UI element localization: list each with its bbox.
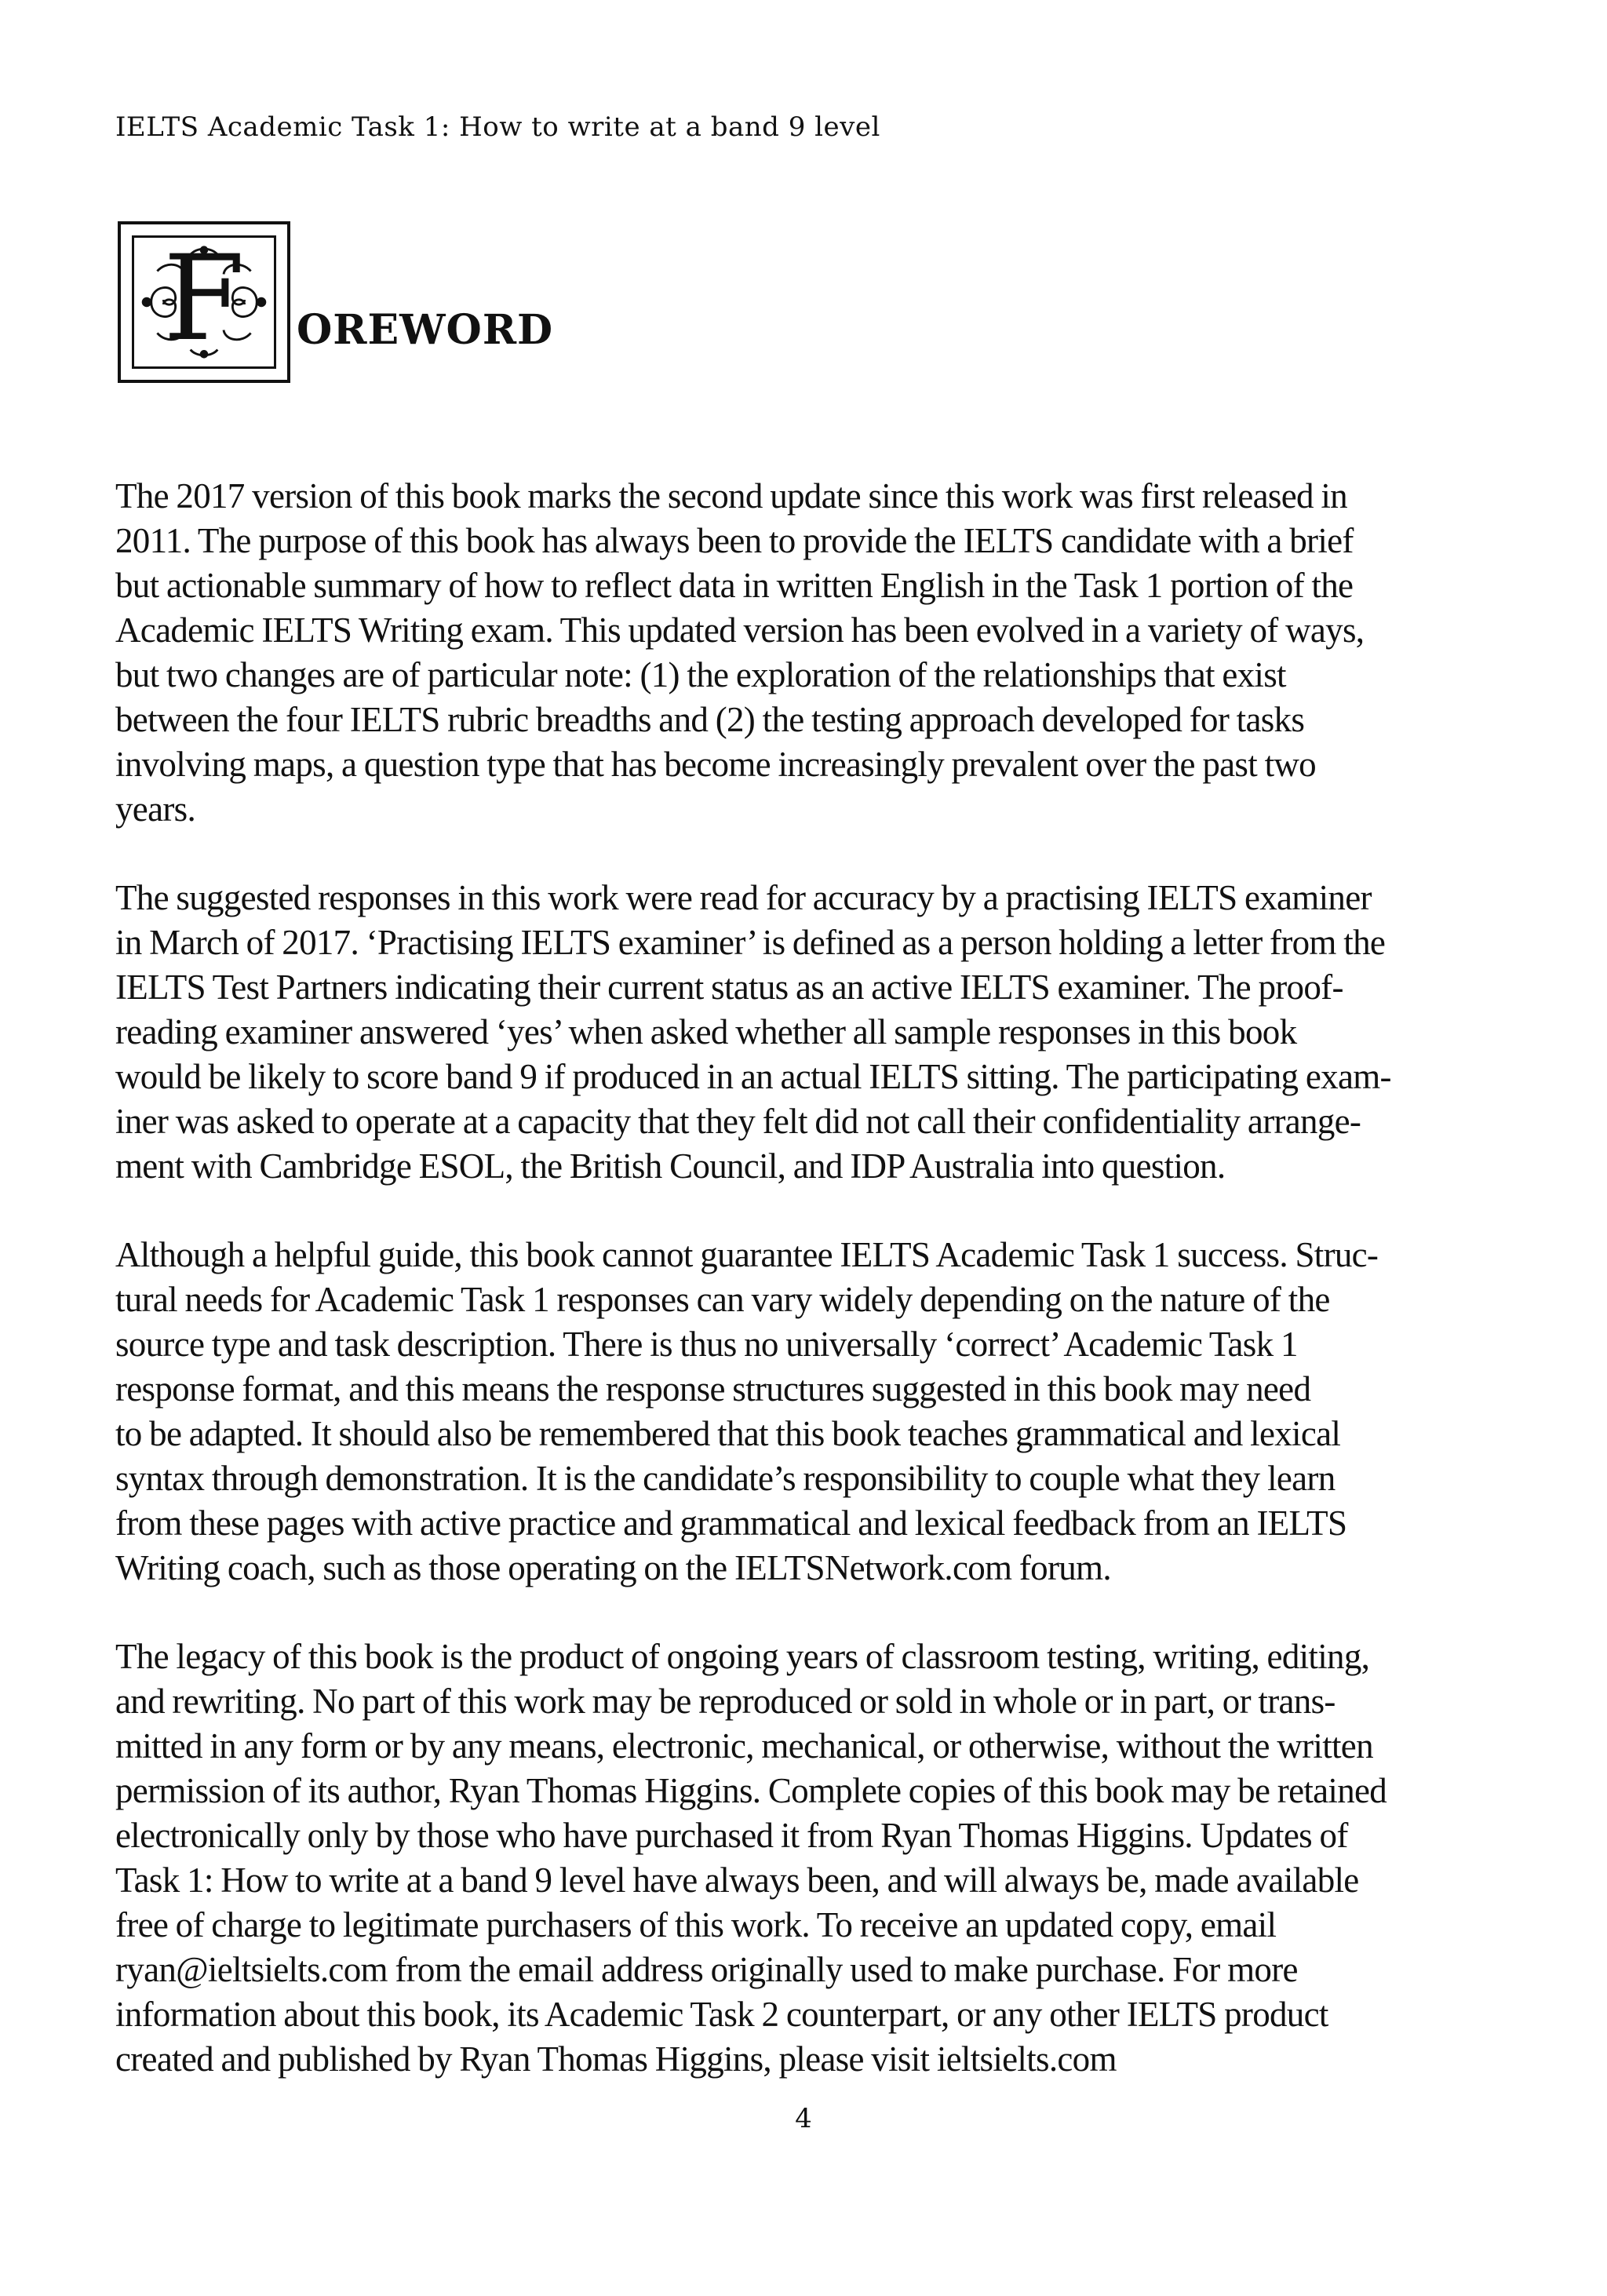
text-line: in March of 2017. ‘Practising IELTS examiner’ is defined as a person holding a letter from the [115, 923, 1386, 962]
text-line: response format, and this means the response structures suggested in this book may need [115, 1369, 1311, 1409]
dropcap-letter: F [162, 231, 246, 367]
text-line: The legacy of this book is the product of ongoing years of classroom testing, writing, editing, [115, 1637, 1370, 1676]
text-line: involving maps, a question type that has become increasingly prevalent over the past two [115, 745, 1316, 784]
text-line: would be likely to score band 9 if produced in an actual IELTS sitting. The participating exam- [115, 1057, 1391, 1096]
paragraph [115, 1233, 1504, 1591]
text-line: information about this book, its Academic Task 2 counterpart, or any other IELTS product [115, 1995, 1328, 2034]
paragraph [115, 474, 1504, 832]
text-line: and rewriting. No part of this work may be reproduced or sold in whole or in part, or trans- [115, 1682, 1336, 1721]
text-line: The suggested responses in this work were read for accuracy by a practising IELTS examiner [115, 878, 1372, 917]
text-line: permission of its author, Ryan Thomas Higgins. Complete copies of this book may be retained [115, 1771, 1387, 1810]
paragraph [115, 1635, 1504, 2082]
text-line: between the four IELTS rubric breadths and (2) the testing approach developed for tasks [115, 700, 1305, 739]
text-line: electronically only by those who have purchased it from Ryan Thomas Higgins. Updates of [115, 1816, 1348, 1855]
text-line: Academic IELTS Writing exam. This updated version has been evolved in a variety of ways, [115, 610, 1365, 650]
page-number: 4 [795, 2103, 812, 2134]
text-line: iner was asked to operate at a capacity that they felt did not call their confidentiality arrange- [115, 1102, 1361, 1141]
text-line: The 2017 version of this book marks the second update since this work was first released in [115, 476, 1347, 516]
text-line: source type and task description. There is thus no universally ‘correct’ Academic Task 1 [115, 1325, 1298, 1364]
body-text [115, 474, 1504, 2126]
text-line: to be adapted. It should also be remembered that this book teaches grammatical and lexical [115, 1414, 1341, 1453]
text-line: free of charge to legitimate purchasers of this work. To receive an updated copy, email [115, 1905, 1277, 1944]
text-line: ryan@ieltsielts.com from the email address originally used to make purchase. For more [115, 1950, 1298, 1989]
text-line: ment with Cambridge ESOL, the British Council, and IDP Australia into question. [115, 1146, 1226, 1186]
text-line: Although a helpful guide, this book cannot guarantee IELTS Academic Task 1 success. Struc- [115, 1235, 1379, 1274]
text-line: from these pages with active practice and grammatical and lexical feedback from an IELTS [115, 1503, 1347, 1543]
text-line: years. [115, 789, 195, 829]
paragraph [115, 876, 1504, 1189]
text-line: tural needs for Academic Task 1 responses can vary widely depending on the nature of the [115, 1280, 1330, 1319]
text-line: created and published by Ryan Thomas Higgins, please visit ieltsielts.com [115, 2039, 1117, 2079]
text-line: Writing coach, such as those operating on the IELTSNetwork.com forum. [115, 1548, 1111, 1587]
text-line: 2011. The purpose of this book has always been to provide the IELTS candidate with a brief [115, 521, 1354, 560]
text-line: mitted in any form or by any means, electronic, mechanical, or otherwise, without the written [115, 1726, 1373, 1766]
text-line: Task 1: How to write at a band 9 level have always been, and will always be, made available [115, 1860, 1359, 1900]
ornamental-dropcap [118, 221, 290, 383]
text-line: syntax through demonstration. It is the candidate’s responsibility to couple what they learn [115, 1459, 1336, 1498]
page-title: OREWORD [297, 306, 554, 354]
text-line: reading examiner answered ‘yes’ when asked whether all sample responses in this book [115, 1012, 1297, 1051]
text-line: but two changes are of particular note: (1) the exploration of the relationships that exist [115, 655, 1286, 694]
text-line: but actionable summary of how to reflect data in written English in the Task 1 portion of the [115, 566, 1354, 605]
running-header: IELTS Academic Task 1: How to write at a band 9 level [115, 111, 880, 143]
text-line: IELTS Test Partners indicating their current status as an active IELTS examiner. The proof- [115, 968, 1343, 1007]
